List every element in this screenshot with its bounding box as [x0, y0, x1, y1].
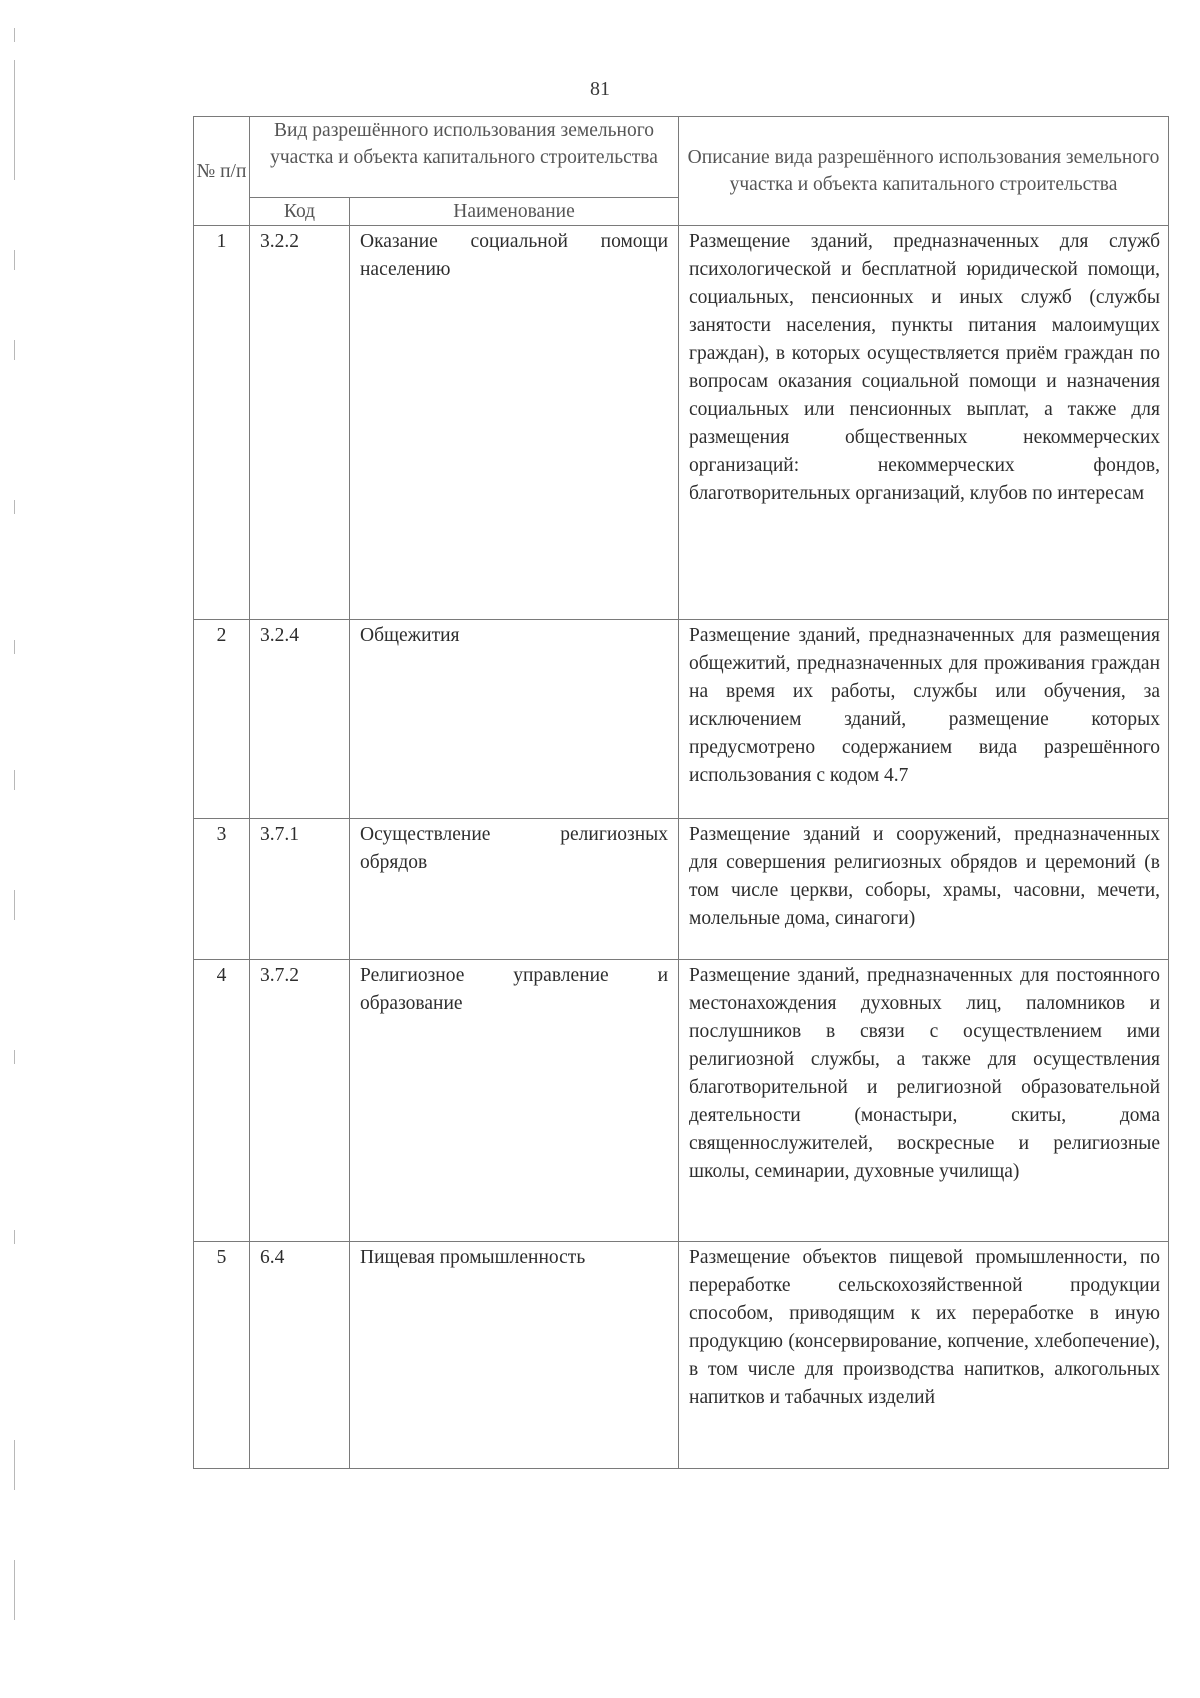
row-description: Размещение объектов пищевой промышленности, по переработке сельскохозяйственной продукции способом, приводящим к их переработке в иную продукцию (консервирование, копчение, хлебопечение), в том числе для производства напитков, алкогольных напитков и табачных изделий	[679, 1242, 1169, 1469]
margin-dash	[14, 640, 15, 654]
row-description: Размещение зданий, предназначенных для постоянного местонахождения духовных лиц, паломников и послушников в связи с осуществлением ими религиозной службы, а также для осуществления благотворительной и религиозной образовательной деятельности (монастыри, скиты, дома священнослужителей, воскресные и религиозные школы, семинарии, духовные училища)	[679, 960, 1169, 1242]
margin-dash	[14, 28, 15, 42]
table-row	[194, 620, 1169, 819]
table-row	[194, 960, 1169, 1242]
header-land-use-type: Вид разрешённого использования земельного участка и объекта капитального строительства	[250, 117, 679, 198]
row-description: Размещение зданий и сооружений, предназначенных для совершения религиозных обрядов и церемоний (в том числе церкви, соборы, храмы, часовни, мечети, молельные дома, синагоги)	[679, 819, 1169, 960]
margin-dash	[14, 250, 15, 270]
table-row	[194, 226, 1169, 620]
row-number: 5	[194, 1242, 250, 1469]
row-number: 3	[194, 819, 250, 960]
margin-dash	[14, 1560, 15, 1620]
table-row	[194, 819, 1169, 960]
header-name: Наименование	[350, 198, 679, 226]
header-description: Описание вида разрешённого использования земельного участка и объекта капитального строительства	[679, 117, 1169, 226]
margin-dash	[14, 1440, 15, 1490]
row-code: 6.4	[250, 1242, 350, 1469]
row-name: Пищевая промышленность	[350, 1242, 679, 1469]
table-header-row	[194, 117, 1169, 198]
row-name: Общежития	[350, 620, 679, 819]
row-description: Размещение зданий, предназначенных для служб психологической и бесплатной юридической помощи, социальных, пенсионных и иных служб (службы занятости населения, пункты питания малоимущих граждан), в которых осуществляется приём граждан по вопросам оказания социальной помощи и назначения социальных или пенсионных выплат, а также для размещения общественных некоммерческих организаций: некоммерческих фондов, благотворительных организаций, клубов по интересам	[679, 226, 1169, 620]
margin-dash	[14, 340, 15, 360]
page-number: 81	[590, 78, 610, 100]
row-name: Религиозное управление и образование	[350, 960, 679, 1242]
row-name: Оказание социальной помощи населению	[350, 226, 679, 620]
row-code: 3.7.1	[250, 819, 350, 960]
row-code: 3.2.4	[250, 620, 350, 819]
row-number: 4	[194, 960, 250, 1242]
header-code: Код	[250, 198, 350, 226]
row-code: 3.7.2	[250, 960, 350, 1242]
land-use-table	[193, 116, 1169, 1469]
margin-dash	[14, 770, 15, 790]
margin-dash	[14, 1050, 15, 1064]
row-number: 1	[194, 226, 250, 620]
table-row	[194, 1242, 1169, 1469]
margin-dash	[14, 1230, 15, 1244]
row-number: 2	[194, 620, 250, 819]
margin-dash	[14, 500, 15, 514]
row-code: 3.2.2	[250, 226, 350, 620]
row-description: Размещение зданий, предназначенных для размещения общежитий, предназначенных для проживания граждан на время их работы, службы или обучения, за исключением зданий, размещение которых предусмотрено содержанием вида разрешённого использования с кодом 4.7	[679, 620, 1169, 819]
row-name: Осуществление религиозных обрядов	[350, 819, 679, 960]
header-number: № п/п	[194, 117, 250, 226]
margin-dash	[14, 890, 15, 920]
